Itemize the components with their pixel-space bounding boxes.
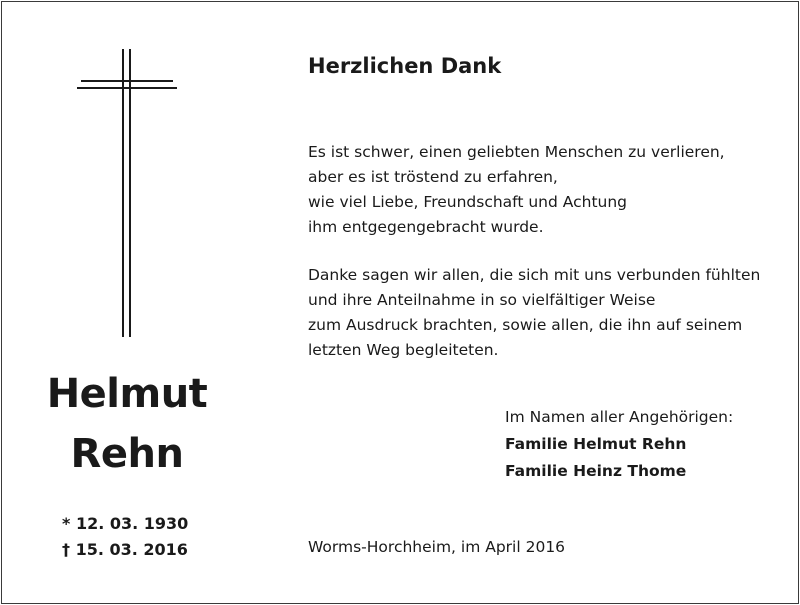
message-line: Danke sagen wir allen, die sich mit uns verbunden fühlten <box>308 266 761 284</box>
birth-date: * 12. 03. 1930 <box>62 514 189 533</box>
cross-icon <box>77 49 177 337</box>
message-line: letzten Weg begleiteten. <box>308 341 499 359</box>
message-line: ihm entgegengebracht wurde. <box>308 218 544 236</box>
page-title: Herzlichen Dank <box>308 54 502 78</box>
deceased-first-name: Helmut <box>46 371 208 417</box>
family-name-2: Familie Heinz Thome <box>505 462 687 480</box>
place-date: Worms-Horchheim, im April 2016 <box>308 538 566 556</box>
message-line: aber es ist tröstend zu erfahren, <box>308 168 558 186</box>
signoff-block <box>505 404 733 485</box>
message-line: Es ist schwer, einen geliebten Menschen zu verlieren, <box>308 143 725 161</box>
death-date: † 15. 03. 2016 <box>62 540 188 559</box>
family-name-1: Familie Helmut Rehn <box>505 435 687 453</box>
signoff-intro: Im Namen aller Angehörigen: <box>505 408 734 426</box>
message-paragraph-1 <box>308 140 725 240</box>
message-line: wie viel Liebe, Freundschaft und Achtung <box>308 193 628 211</box>
message-line: zum Ausdruck brachten, sowie allen, die ihn auf seinem <box>308 316 743 334</box>
obituary-card <box>1 1 799 604</box>
deceased-last-name: Rehn <box>70 431 184 477</box>
life-dates <box>62 511 192 563</box>
message-paragraph-2 <box>308 263 760 363</box>
message-line: und ihre Anteilnahme in so vielfältiger Weise <box>308 291 656 309</box>
